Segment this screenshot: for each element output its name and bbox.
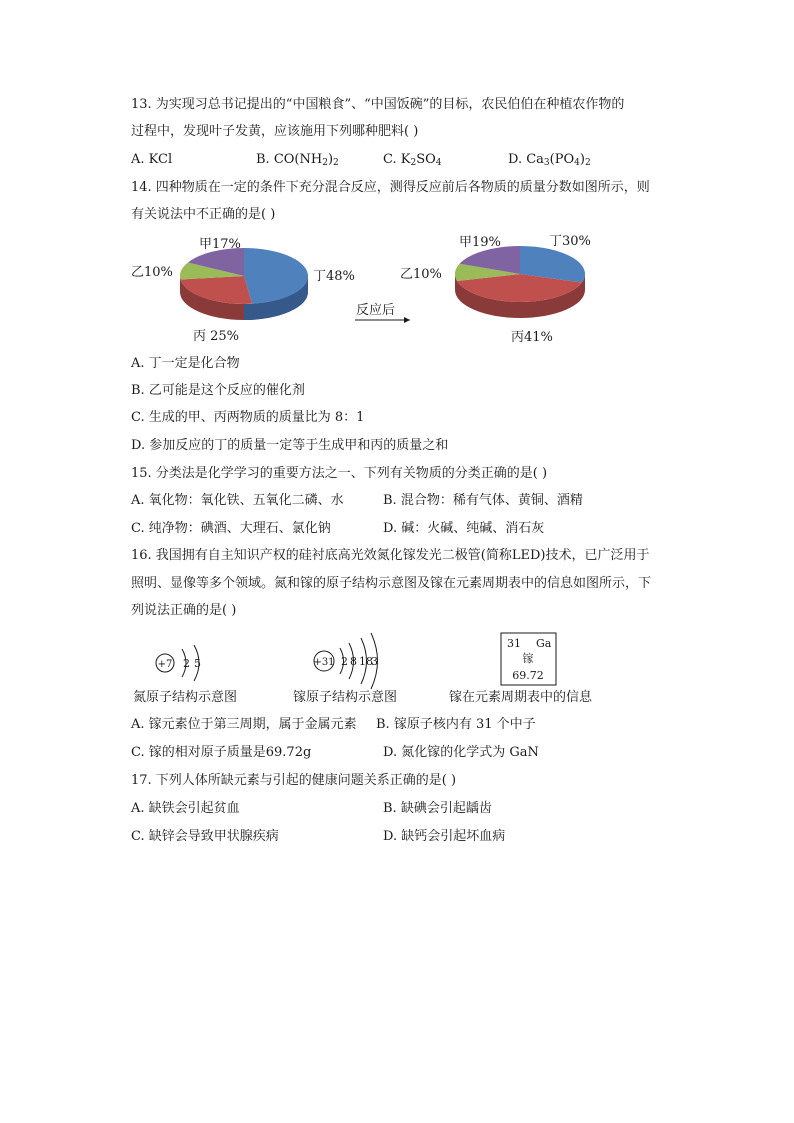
q15-option-b: B. 混合物：稀有气体、黄铜、酒精 <box>383 493 583 508</box>
pie-after-label-bing: 丙41% <box>511 330 553 345</box>
q16-option-d: D. 氮化镓的化学式为 GaN <box>383 745 539 760</box>
ga-nucleus-label: +31 <box>313 657 335 668</box>
n-shell-1: 2 <box>183 657 190 670</box>
q16-stem-line3: 列说法正确的是( ) <box>131 603 237 618</box>
q13-stem-line2: 过程中，发现叶子发黄，应该施用下列哪种肥料( ) <box>131 124 419 139</box>
q13-option-c: C. $K_2SO_4$ <box>383 152 442 168</box>
q15-option-c: C. 纯净物：碘酒、大理石、氯化钠 <box>131 521 331 536</box>
n-nucleus-label: +7 <box>157 659 173 670</box>
reaction-arrow-head <box>404 317 410 323</box>
q16-option-c: C. 镓的相对原子质量是69.72g <box>131 745 312 760</box>
pie-after <box>455 246 585 318</box>
q14-stem-line1: 14. 四种物质在一定的条件下充分混合反应，测得反应前后各物质的质量分数如图所示，则 <box>131 180 650 195</box>
q16-option-b: B. 镓原子核内有 31 个中子 <box>376 717 536 732</box>
q13-stem-line1: 13. 为实现习总书记提出的“中国粮食”、“中国饭碗”的目标，农民伯伯在种植农作物的 <box>131 97 625 112</box>
q16-stem-line2: 照明、显像等多个领域。氮和镓的原子结构示意图及镓在元素周期表中的信息如图所示，下 <box>131 576 652 591</box>
q14-option-a: A. 丁一定是化合物 <box>131 356 240 371</box>
pie-after-label-yi: 乙10% <box>400 267 442 282</box>
pie-before-label-bing: 丙 25% <box>193 329 240 344</box>
q14-option-c: C. 生成的甲、丙两物质的质量比为 8：1 <box>131 410 365 425</box>
caption-nitrogen: 氮原子结构示意图 <box>133 690 238 705</box>
pie-after-label-jia: 甲19% <box>459 235 501 250</box>
q17-option-a: A. 缺铁会引起贫血 <box>131 801 240 816</box>
q16-atom-figure <box>0 630 794 710</box>
q13-option-b: B. $CO(NH_2)_2$ <box>256 152 339 168</box>
ga-shell-4: 3 <box>371 655 378 668</box>
q14-option-d: D. 参加反应的丁的质量一定等于生成甲和丙的质量之和 <box>131 438 449 453</box>
caption-gallium: 镓原子结构示意图 <box>293 690 398 705</box>
periodic-cell-mass: 69.72 <box>512 669 544 682</box>
q15-stem: 15. 分类法是化学学习的重要方法之一、下列有关物质的分类正确的是( ) <box>131 466 548 481</box>
caption-periodic-cell: 镓在元素周期表中的信息 <box>449 690 593 705</box>
q15-option-d: D. 碱：火碱、纯碱、消石灰 <box>383 521 545 536</box>
n-shell-2: 5 <box>194 657 201 670</box>
q17-option-c: C. 缺锌会导致甲状腺疾病 <box>131 829 279 844</box>
q13-option-d: D. $Ca_3(PO_4)_2$ <box>508 152 591 168</box>
q17-option-d: D. 缺钙会引起坏血病 <box>383 829 506 844</box>
periodic-cell-number: 31 <box>507 637 521 650</box>
q16-option-a: A. 镓元素位于第三周期，属于金属元素 <box>131 717 357 732</box>
q14-stem-line2: 有关说法中不正确的是( ) <box>131 207 276 222</box>
pie-after-label-ding: 丁30% <box>549 234 591 249</box>
q17-option-b: B. 缺碘会引起龋齿 <box>383 801 492 816</box>
reaction-arrow-label: 反应后 <box>356 303 396 318</box>
pie-before <box>180 248 308 320</box>
ga-shell-1: 2 <box>341 655 348 668</box>
q14-option-b: B. 乙可能是这个反应的催化剂 <box>131 383 305 398</box>
pie-before-label-ding: 丁48% <box>313 269 355 284</box>
q14-pie-figure <box>0 228 794 353</box>
periodic-cell-symbol: Ga <box>536 637 552 650</box>
q16-stem-line1: 16. 我国拥有自主知识产权的硅衬底高光效氮化镓发光二极管(简称LED)技术，已广泛用于 <box>131 548 650 563</box>
pie-before-label-yi: 乙10% <box>131 265 173 280</box>
q15-option-a: A. 氧化物：氧化铁、五氧化二磷、水 <box>131 493 344 508</box>
q13-option-a: A. KCl <box>131 152 173 167</box>
ga-shell-3: 18 <box>359 655 373 668</box>
ga-shell-2: 8 <box>350 655 357 668</box>
periodic-cell-name: 镓 <box>522 652 534 665</box>
pie-before-label-jia: 甲17% <box>199 237 241 252</box>
q17-stem: 17. 下列人体所缺元素与引起的健康问题关系正确的是( ) <box>131 773 457 788</box>
